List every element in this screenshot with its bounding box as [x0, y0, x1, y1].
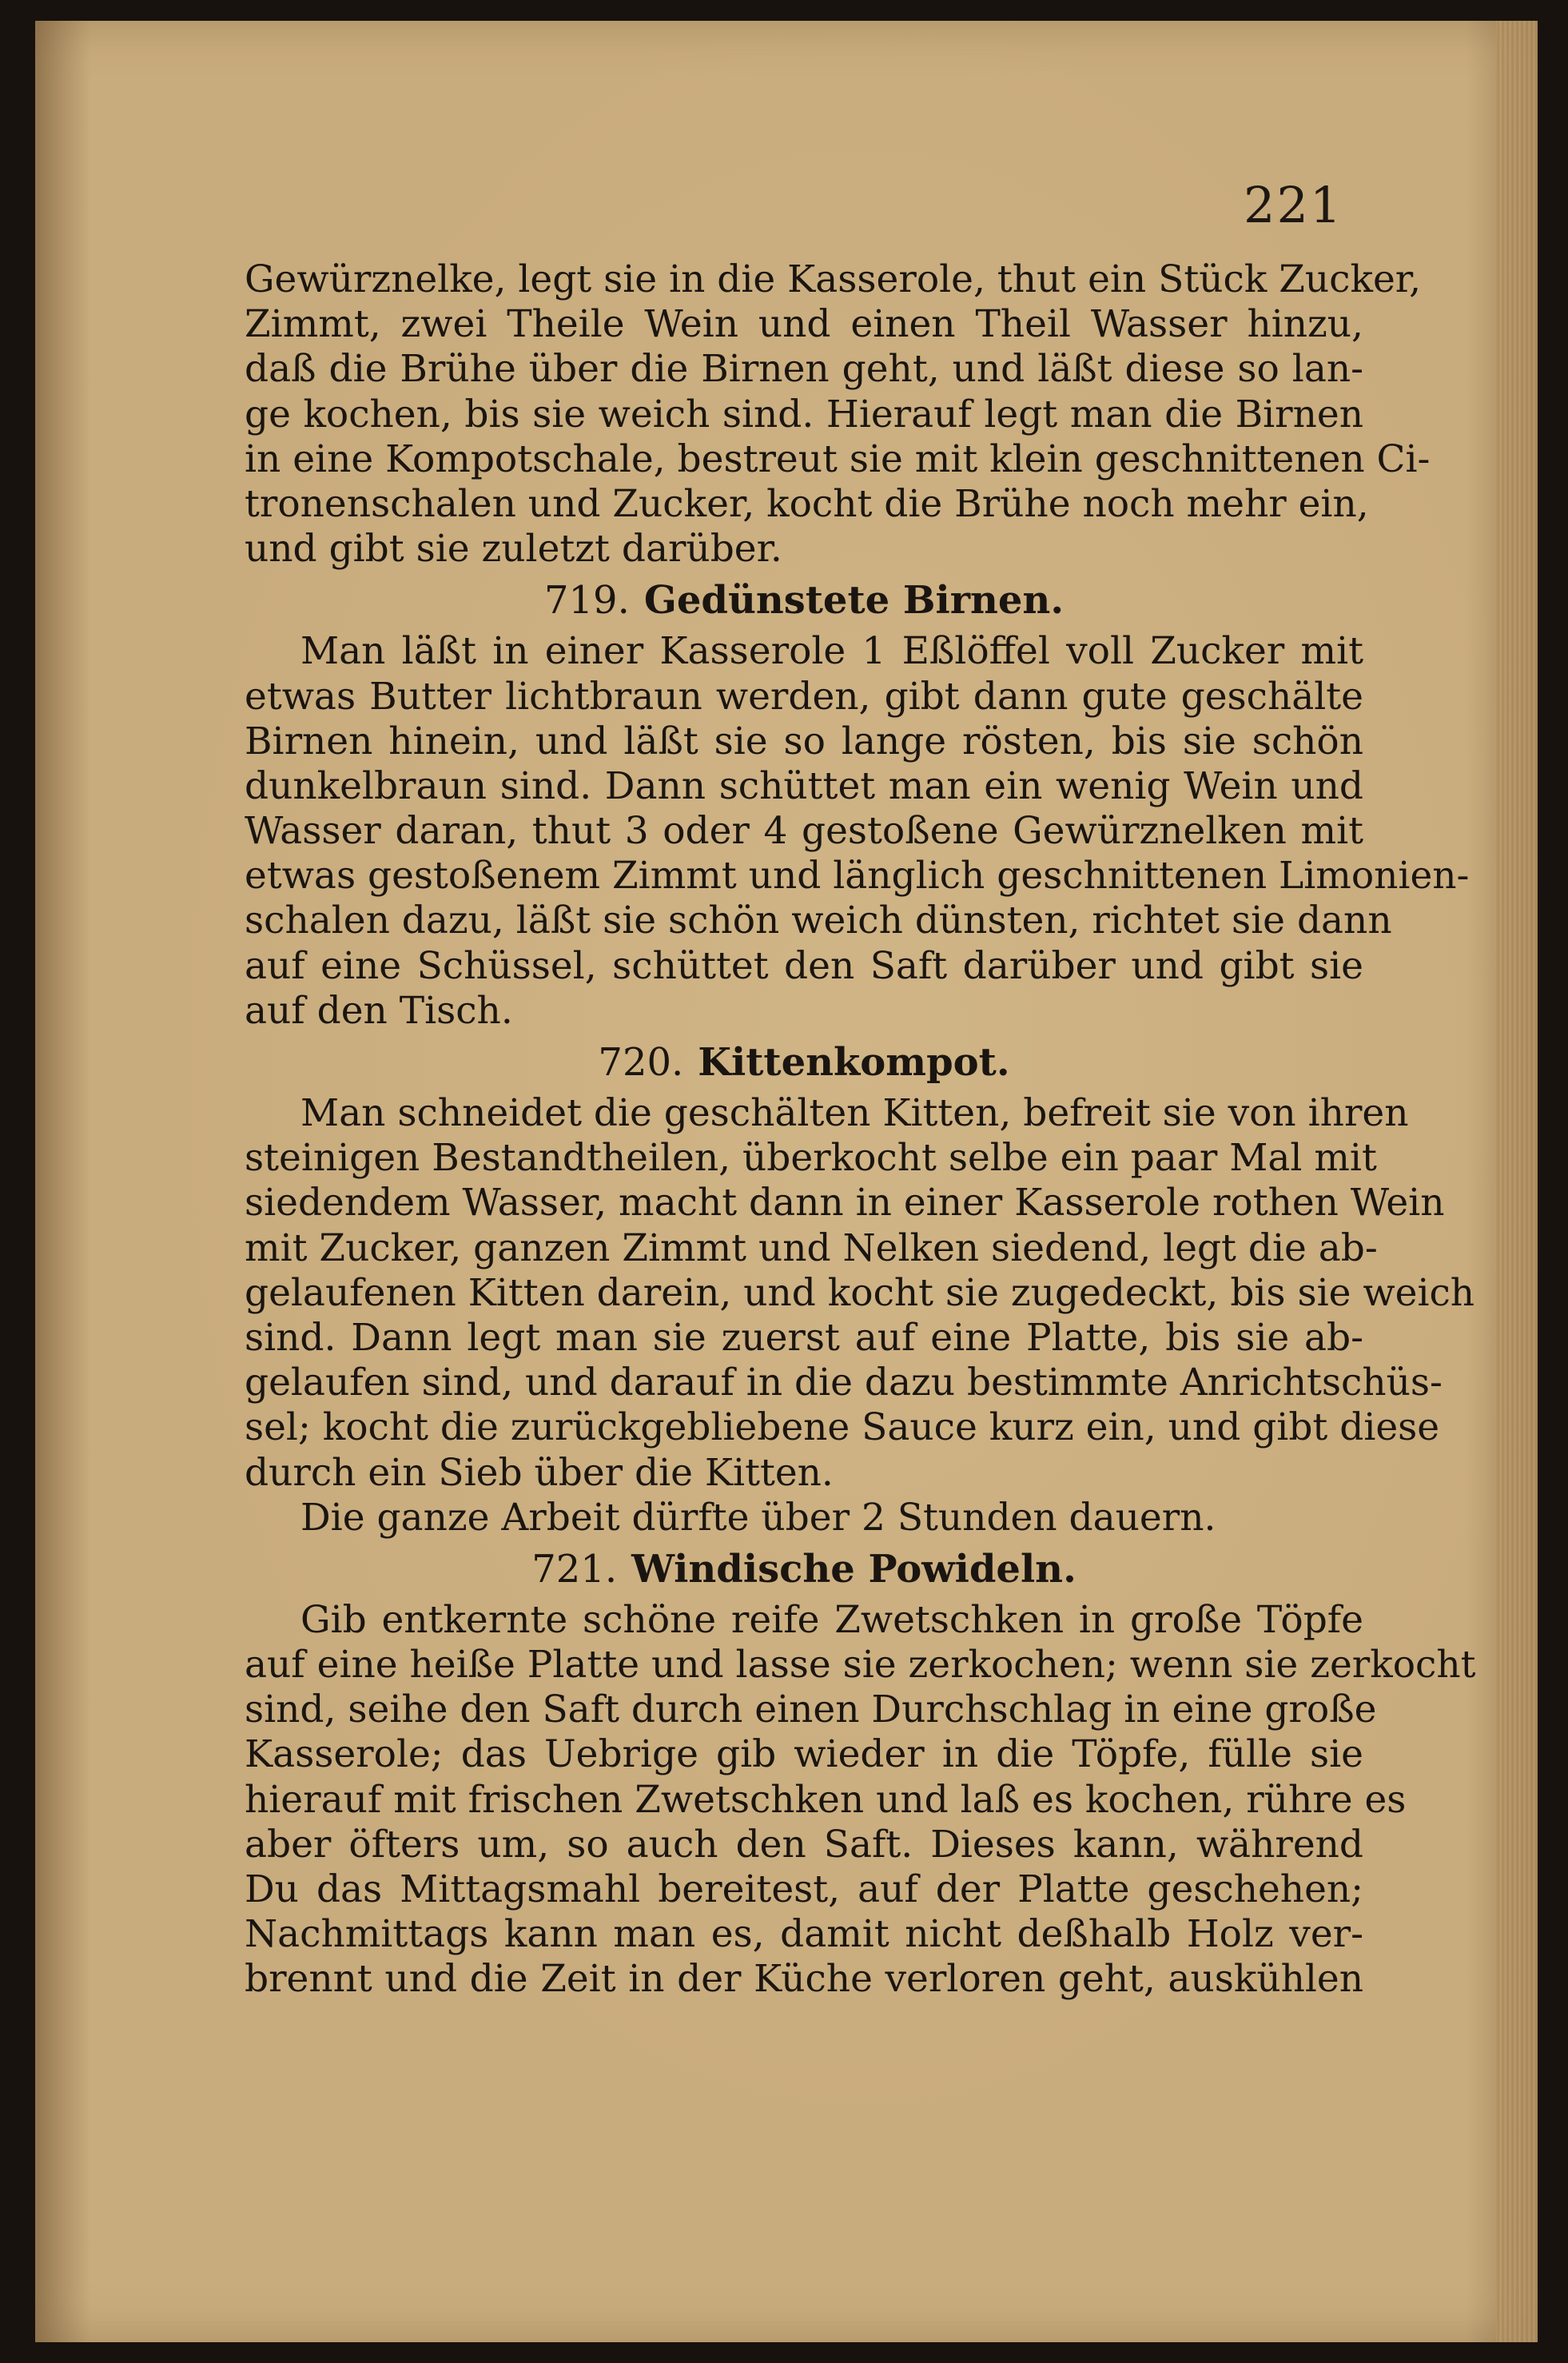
- recipe-number: 721.: [531, 1546, 618, 1592]
- text-line: sind. Dann legt man sie zuerst auf eine Platte, bis sie ab-: [245, 1315, 1363, 1360]
- text-line: gelaufenen Kitten darein, und kocht sie zugedeckt, bis sie weich: [245, 1270, 1475, 1315]
- text-line: Gewürznelke, legt sie in die Kasserole, thut ein Stück Zucker,: [245, 257, 1422, 301]
- recipe-title: Gedünstete Birnen.: [643, 578, 1065, 624]
- paragraph: [245, 629, 1470, 1034]
- text-line: mit Zucker, ganzen Zimmt und Nelken siedend, legt die ab-: [245, 1225, 1378, 1270]
- text-line: Kasserole; das Uebrige gib wieder in die Töpfe, fülle sie: [245, 1732, 1363, 1777]
- text-line: Zimmt, zwei Theile Wein und einen Theil Wasser hinzu,: [245, 302, 1363, 347]
- text-line: dunkelbraun sind. Dann schüttet man ein wenig Wein und: [245, 763, 1363, 808]
- text-line: steinigen Bestandtheilen, überkocht selbe ein paar Mal mit: [245, 1136, 1377, 1181]
- recipe-title: Kittenkompot.: [698, 1040, 1010, 1085]
- recipe-heading: [245, 575, 1363, 626]
- text-line: Wasser daran, thut 3 oder 4 gestoßene Gewürznelken mit: [245, 809, 1363, 854]
- text-line: daß die Brühe über die Birnen geht, und läßt diese so lan-: [245, 347, 1363, 392]
- recipe-number: 720.: [598, 1040, 684, 1085]
- text-line: hierauf mit frischen Zwetschken und laß es kochen, rühre es: [245, 1777, 1407, 1822]
- text-line: sind, seihe den Saft durch einen Durchschlag in eine große: [245, 1688, 1377, 1732]
- text-line: Man schneidet die geschälten Kitten, befreit sie von ihren: [300, 1091, 1409, 1135]
- page-edge: [1496, 21, 1538, 2342]
- book-page: [35, 21, 1538, 2342]
- text-line: auf den Tisch.: [245, 988, 513, 1033]
- paragraph: [245, 257, 1431, 572]
- text-line: in eine Kompotschale, bestreut sie mit klein geschnittenen Ci-: [245, 436, 1431, 481]
- text-line: sel; kocht die zurückgebliebene Sauce kurz ein, und gibt diese: [245, 1405, 1440, 1450]
- text-line: Nachmittags kann man es, damit nicht deßhalb Holz ver-: [245, 1912, 1363, 1957]
- paragraph: [245, 1091, 1475, 1496]
- text-line: etwas Butter lichtbraun werden, gibt dann gute geschälte: [245, 674, 1363, 719]
- text-line: schalen dazu, läßt sie schön weich dünsten, richtet sie dann: [245, 899, 1392, 943]
- text-line: Du das Mittagsmahl bereitest, auf der Platte geschehen;: [245, 1867, 1363, 1911]
- text-line: etwas gestoßenem Zimmt und länglich geschnittenen Limonien-: [245, 854, 1470, 899]
- text-line: brennt und die Zeit in der Küche verloren geht, auskühlen: [245, 1957, 1363, 2002]
- recipe-title: Windische Powideln.: [631, 1546, 1077, 1592]
- text-line: gelaufen sind, und darauf in die dazu bestimmte Anrichtschüs-: [245, 1361, 1443, 1405]
- text-line: und gibt sie zuletzt darüber.: [245, 527, 782, 572]
- text-line: Gib entkernte schöne reife Zwetschken in große Töpfe: [300, 1597, 1363, 1642]
- text-line: auf eine heiße Platte und lasse sie zerkochen; wenn sie zerkocht: [245, 1643, 1476, 1688]
- text-line: durch ein Sieb über die Kitten.: [245, 1450, 834, 1495]
- paragraph: [245, 1597, 1476, 2002]
- recipe-heading: [245, 1544, 1363, 1595]
- recipe-heading: [245, 1037, 1363, 1088]
- text-line: ge kochen, bis sie weich sind. Hierauf legt man die Birnen: [245, 392, 1363, 436]
- recipe-number: 719.: [543, 578, 630, 624]
- text-line: aber öfters um, so auch den Saft. Dieses kann, während: [245, 1822, 1363, 1867]
- text-line: siedendem Wasser, macht dann in einer Kasserole rothen Wein: [245, 1181, 1445, 1225]
- text-line: Die ganze Arbeit dürfte über 2 Stunden dauern.: [300, 1495, 1216, 1540]
- text-line: Man läßt in einer Kasserole 1 Eßlöffel voll Zucker mit: [300, 629, 1363, 674]
- page-number: 221: [1244, 176, 1343, 234]
- paragraph: [245, 1496, 1363, 1540]
- text-line: auf eine Schüssel, schüttet den Saft darüber und gibt sie: [245, 943, 1363, 988]
- page-text: [245, 257, 1476, 2002]
- text-line: Birnen hinein, und läßt sie so lange rösten, bis sie schön: [245, 719, 1363, 763]
- text-line: tronenschalen und Zucker, kocht die Brühe noch mehr ein,: [245, 481, 1369, 526]
